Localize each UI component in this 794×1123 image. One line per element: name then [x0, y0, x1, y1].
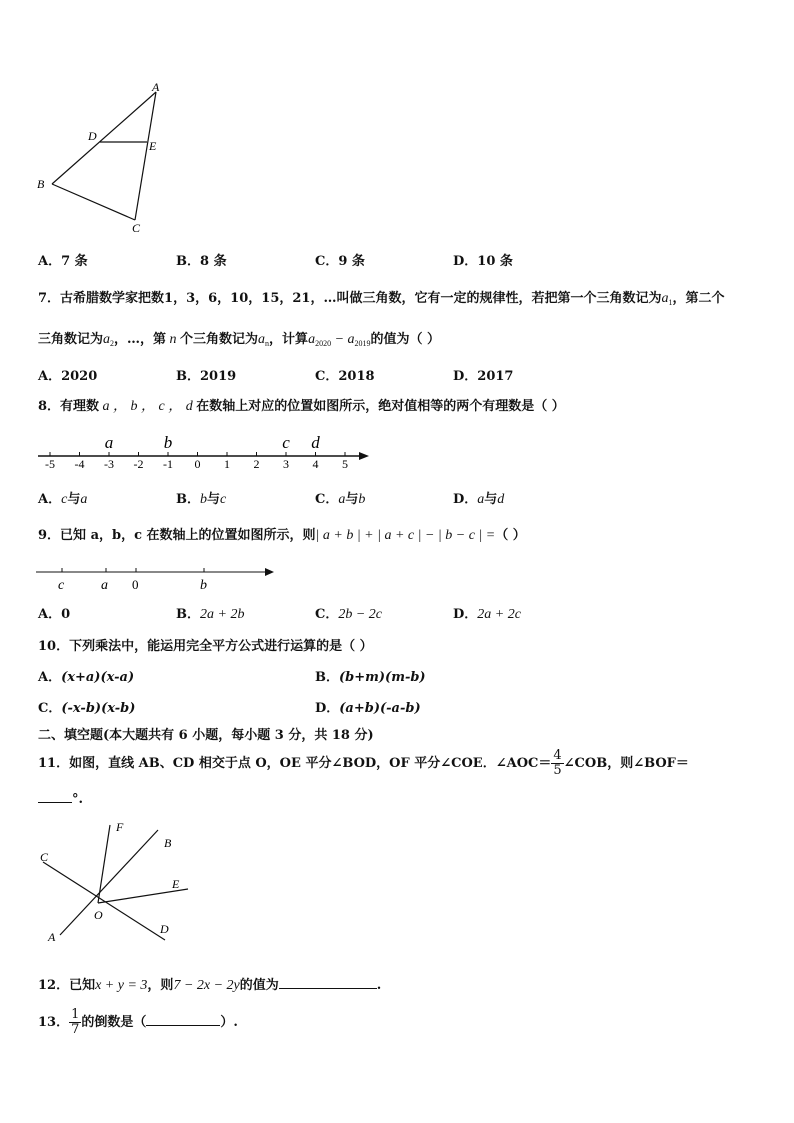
q10-option-d[interactable]: D．(a+b)(-a-b)	[315, 701, 421, 716]
q11-label-O: O	[94, 908, 103, 922]
q9-label-0: 0	[132, 577, 139, 592]
q13-stem: 13． $\frac{1}{7}$ 的倒数是（ ）.	[38, 1007, 238, 1037]
q11-label-B: B	[164, 836, 172, 850]
q8-option-c[interactable]: C．a与b	[315, 492, 366, 507]
q8-option-b[interactable]: B．b与c	[176, 492, 227, 507]
label-A: A	[152, 80, 160, 94]
q7-option-c[interactable]: C．2018	[315, 369, 375, 384]
q6-option-b[interactable]: B．8 条	[176, 254, 227, 269]
q11-fraction: $\frac{4}{5}$	[553, 748, 562, 778]
q10-option-c[interactable]: C．(-x-b)(x-b)	[38, 701, 136, 716]
q8-number-line	[36, 428, 376, 474]
q10-option-a[interactable]: A．(x+a)(x-a)	[38, 670, 135, 685]
q7-option-a[interactable]: A．2020	[38, 369, 98, 384]
q8-point-b: b	[163, 433, 173, 452]
label-D: D	[88, 129, 97, 143]
q6-option-a[interactable]: A．7 条	[38, 254, 88, 269]
q11-stem: 11．如图，直线 AB、CD 相交于点 O，OE 平分∠BOD，OF 平分∠COE．∠AOC＝ $\frac{4}{5}$ ∠COB，则∠BOF＝	[38, 748, 689, 778]
q11-figure	[30, 815, 205, 955]
label-B: B	[37, 177, 45, 191]
q9-option-a[interactable]: A．0	[38, 607, 71, 622]
q11-label-C: C	[40, 850, 49, 864]
q8-axis-arrow	[359, 452, 369, 460]
triangle-figure	[30, 78, 170, 238]
q11-label-D: D	[160, 922, 169, 936]
q9-label-b: b	[200, 578, 207, 593]
q8-tick-label: 1	[224, 457, 230, 471]
q8-point-d: d	[311, 433, 320, 452]
q9-option-c[interactable]: C．2b − 2c	[315, 607, 383, 622]
q8-tick-label: -1	[163, 457, 173, 471]
q7-stem-line1: 7．古希腊数学家把数1，3，6，10，15，21，…叫做三角数，它有一定的规律性，若把第一个三角数记为$a_1$，第二个	[38, 291, 725, 307]
q8-tick-label: 5	[342, 457, 348, 471]
q8-tick-label: -4	[74, 457, 85, 471]
q11-label-E: E	[172, 877, 180, 891]
q9-number-line	[36, 560, 281, 594]
q9-label-c: c	[58, 578, 65, 593]
q8-stem: 8．有理数 a ， b ， c ， d 在数轴上对应的位置如图所示，绝对值相等的两个有理数是（ ）	[38, 399, 565, 414]
q8-tick-label: -3	[104, 457, 114, 471]
q6-option-c[interactable]: C．9 条	[315, 254, 365, 269]
q8-tick-label: -2	[133, 457, 144, 471]
q8-tick-label: -5	[45, 457, 55, 471]
q8-tick-label: 0	[194, 457, 201, 471]
section-2-heading: 二、填空题(本大题共有 6 小题，每小题 3 分，共 18 分)	[38, 728, 374, 743]
q11-label-A: A	[48, 930, 56, 944]
q7-stem-line2: 三角数记为$a_2$，…，第 n 个三角数记为$a_n$，计算$a_{2020} - a_{2019}$的值为（ ）	[38, 332, 441, 348]
q9-stem: 9．已知 a，b，c 在数轴上的位置如图所示，则| a + b | + | a + c | − | b − c | =（ ）	[38, 528, 526, 543]
q8-tick-label: 2	[253, 457, 260, 471]
q11-answer-line: °.	[38, 790, 83, 807]
q8-point-a: a	[104, 433, 114, 452]
q10-option-b[interactable]: B．(b+m)(m-b)	[315, 670, 426, 685]
q12-blank[interactable]	[279, 976, 377, 989]
q6-option-d[interactable]: D．10 条	[453, 254, 513, 269]
label-C: C	[132, 221, 141, 235]
q11-label-F: F	[116, 820, 124, 834]
q13-blank[interactable]	[146, 1013, 220, 1026]
q13-fraction: $\frac{1}{7}$	[71, 1007, 80, 1037]
q7-option-b[interactable]: B．2019	[176, 369, 237, 384]
q8-tick-label: 4	[312, 457, 319, 471]
q10-stem: 10．下列乘法中，能运用完全平方公式进行运算的是（ ）	[38, 639, 373, 654]
label-E: E	[149, 139, 157, 153]
q11-blank[interactable]	[38, 790, 72, 803]
q9-option-d[interactable]: D．2a + 2c	[453, 607, 521, 622]
q8-tick-label: 3	[283, 457, 289, 471]
q8-option-a[interactable]: A．c与a	[38, 492, 88, 507]
q7-option-d[interactable]: D．2017	[453, 369, 514, 384]
q8-point-c: c	[282, 433, 290, 452]
q12-stem: 12．已知x + y = 3，则7 − 2x − 2y的值为 .	[38, 978, 382, 993]
q9-option-b[interactable]: B．2a + 2b	[176, 607, 245, 622]
q9-label-a: a	[101, 578, 108, 593]
q8-option-d[interactable]: D．a与d	[453, 492, 505, 507]
